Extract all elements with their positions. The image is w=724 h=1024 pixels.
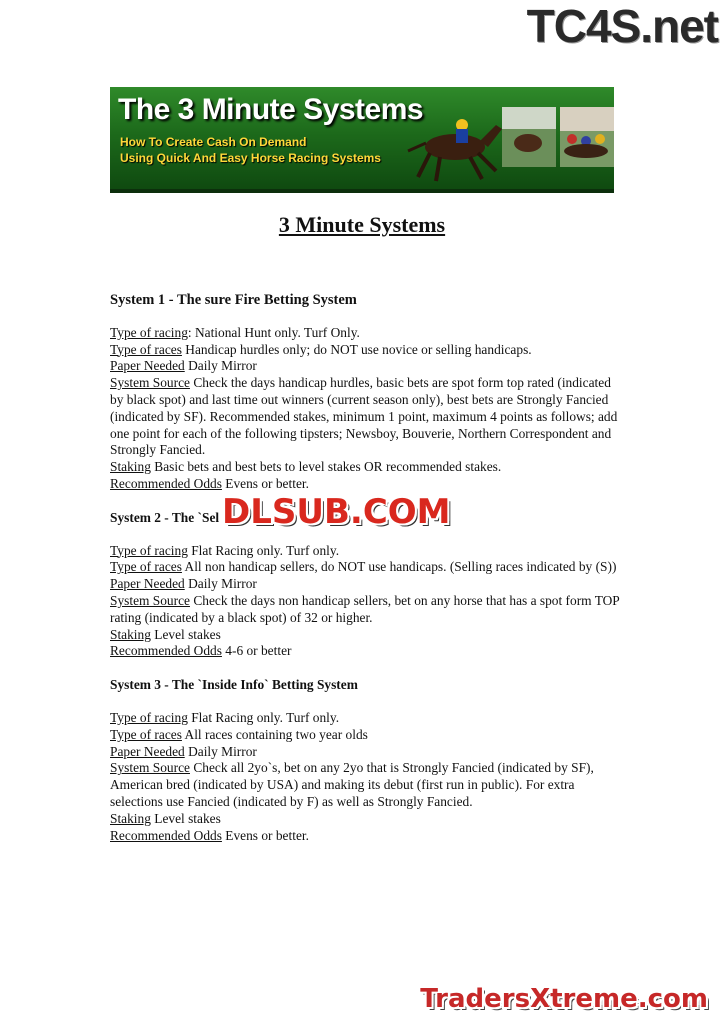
system-row	[110, 476, 620, 493]
field-text: All races containing two year olds	[181, 726, 368, 742]
system-section	[110, 292, 620, 493]
system-row	[110, 543, 620, 560]
racehorse-illustration	[400, 107, 510, 187]
system-heading: System 3 - The `Inside Info` Betting System	[110, 677, 358, 693]
system-row	[110, 593, 620, 627]
field-text: Level stakes	[150, 626, 221, 642]
banner-subtitle-line2: Using Quick And Easy Horse Racing Systems	[120, 151, 381, 165]
field-text: Handicap hurdles only; do NOT use novice or selling handicaps.	[181, 341, 532, 357]
racing-photos	[502, 87, 614, 189]
field-text: 4-6 or better	[221, 643, 292, 659]
field-label: Type of races	[110, 341, 182, 357]
field-text: Evens or better.	[221, 475, 309, 491]
watermark-middle: DLSUB.COM	[222, 492, 451, 532]
field-text: Check all 2yo`s, bet on any 2yo that is Strongly Fancied (indicated by SF), American bred (indicated by USA) and making its debut (first run in public). For extra selections use Fancied (indicated by F) as well as Strongly Fancied.	[110, 760, 594, 809]
field-label: Type of races	[110, 559, 182, 575]
field-label: Recommended Odds	[110, 643, 222, 659]
system-row	[110, 325, 620, 342]
field-label: Paper Needed	[110, 358, 185, 374]
watermark-bottom: TradersXtreme.com	[420, 984, 708, 1014]
system-heading: System 2 - The `Sel	[110, 509, 220, 525]
field-label: System Source	[110, 760, 190, 776]
field-text: Daily Mirror	[184, 743, 257, 759]
system-row	[110, 342, 620, 359]
document-title: 3 Minute Systems	[278, 212, 446, 237]
watermark-top: TC4S.net	[526, 0, 718, 52]
field-label: Paper Needed	[110, 743, 185, 759]
system-row	[110, 375, 620, 459]
field-text: : National Hunt only. Turf Only.	[187, 324, 360, 340]
system-row	[110, 559, 620, 576]
system-row	[110, 727, 620, 744]
field-label: Type of races	[110, 726, 182, 742]
field-text: Daily Mirror	[184, 576, 257, 592]
field-label: Type of racing	[110, 542, 188, 558]
system-row	[110, 811, 620, 828]
field-text: Check the days handicap hurdles, basic bets are spot form top rated (indicated by black spot) and last time out winners (current season only), best bets are Strongly Fancied (indicated by SF). Recommended stakes, minimum 1 point, maximum 4 points as follows; add one point for each of the following tipsters; Newsboy, Bouverie, Northern Correspondent and Strongly Fancied.	[110, 375, 618, 458]
header-banner	[110, 87, 614, 193]
banner-subtitle-line1: How To Create Cash On Demand	[120, 135, 307, 149]
system-row	[110, 760, 620, 810]
field-label: Paper Needed	[110, 576, 185, 592]
field-label: Staking	[110, 626, 151, 642]
field-label: System Source	[110, 375, 190, 391]
field-label: Staking	[110, 459, 151, 475]
system-row	[110, 710, 620, 727]
field-text: Flat Racing only. Turf only.	[187, 709, 340, 725]
field-label: Type of racing	[110, 324, 188, 340]
field-text: Daily Mirror	[184, 358, 257, 374]
system-row	[110, 358, 620, 375]
field-text: Evens or better.	[221, 827, 309, 843]
system-row	[110, 459, 620, 476]
field-label: Type of racing	[110, 709, 188, 725]
field-label: Staking	[110, 810, 151, 826]
system-row	[110, 828, 620, 845]
system-row	[110, 643, 620, 660]
system-heading: System 1 - The sure Fire Betting System	[110, 292, 357, 308]
system-section	[110, 510, 620, 660]
systems-content	[110, 292, 620, 844]
banner-title: The 3 Minute Systems	[118, 93, 424, 126]
system-row	[110, 744, 620, 761]
field-text: Level stakes	[150, 810, 221, 826]
field-text: Flat Racing only. Turf only.	[187, 542, 340, 558]
field-text: All non handicap sellers, do NOT use handicaps. (Selling races indicated by (S))	[181, 559, 617, 575]
field-label: Recommended Odds	[110, 827, 222, 843]
system-row	[110, 627, 620, 644]
field-text: Check the days non handicap sellers, bet on any horse that has a spot form TOP rating (indicated by a black spot) of 32 or higher.	[110, 592, 620, 625]
field-label: Recommended Odds	[110, 475, 222, 491]
system-row	[110, 576, 620, 593]
field-text: Basic bets and best bets to level stakes OR recommended stakes.	[150, 459, 502, 475]
field-label: System Source	[110, 592, 190, 608]
system-section	[110, 677, 620, 844]
